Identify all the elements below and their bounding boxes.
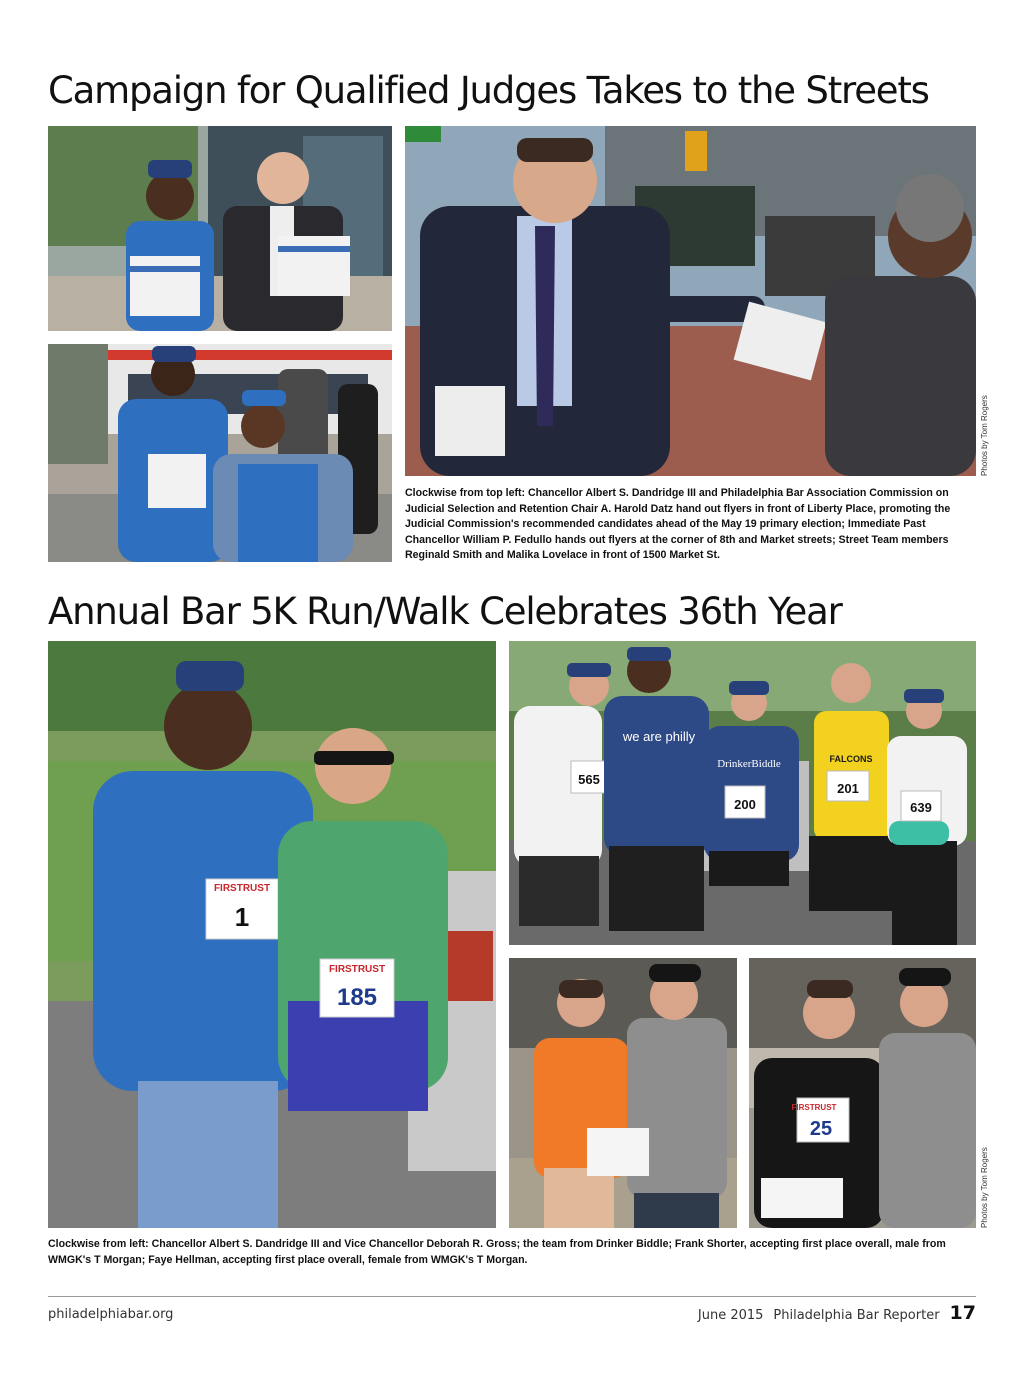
page-number: 17 — [949, 1302, 976, 1324]
photo-drinker-biddle-team — [509, 641, 976, 945]
photo-dandridge-datz — [48, 126, 392, 331]
photo-credit-section1: Photos by Tom Rogers — [980, 395, 989, 476]
bib-number-201: 201 — [837, 781, 859, 796]
footer-publication: Philadelphia Bar Reporter — [773, 1308, 940, 1323]
photo-dandridge-gross — [48, 641, 496, 1228]
shirt-drinker-biddle: DrinkerBiddle — [717, 758, 781, 770]
footer-rule — [48, 1296, 976, 1297]
bib-number-1: 1 — [234, 902, 250, 932]
photo-fedullo-market — [405, 126, 976, 476]
bib-sponsor-1: FIRSTRUST — [213, 883, 271, 894]
bib-number-639: 639 — [910, 800, 932, 815]
photo-credit-section2: Photos by Tom Rogers — [980, 1147, 989, 1228]
photo-street-team — [48, 344, 392, 562]
photo-frank-shorter — [749, 958, 976, 1228]
bib-sponsor-25: FIRSTRUST — [791, 1103, 837, 1112]
bib-number-185: 185 — [336, 984, 378, 1011]
bib-number-200: 200 — [734, 797, 756, 812]
shirt-falcons: FALCONS — [829, 754, 873, 764]
footer-info — [698, 1302, 976, 1324]
shirt-we-are-philly: we are philly — [622, 729, 696, 744]
caption-5k-run: Clockwise from left: Chancellor Albert S. Dandridge III and Vice Chancellor Deborah R. Gross; the team from Drinker Biddle; Frank Shorter, accepting first place overall, male from WMGK's T Morgan; Faye Hellman, accepting first place overall, female from WMGK's T Morgan. — [48, 1238, 946, 1266]
bib-number-565: 565 — [578, 772, 600, 787]
footer-issue: June 2015 — [697, 1308, 764, 1323]
footer-website: philadelphiabar.org — [48, 1307, 174, 1322]
caption-campaign: Clockwise from top left: Chancellor Albert S. Dandridge III and Philadelphia Bar Association Commission on Judicial Selection and Retention Chair A. Harold Datz hand out flyers in front of Liberty Place, promoting the Judicial Commission's recommended candidates ahead of the May 19 primary election; Immediate Past Chancellor William P. Fedullo hands out flyers at the corner of 8th and Market streets; Street Team members Reginald Smith and Malika Lovelace in front of 1500 Market St. — [405, 487, 951, 561]
headline-campaign: Campaign for Qualified Judges Takes to the Streets — [48, 69, 929, 112]
headline-5k-run: Annual Bar 5K Run/Walk Celebrates 36th Year — [48, 590, 842, 633]
photo-faye-hellman — [509, 958, 737, 1228]
bib-number-25: 25 — [809, 1118, 833, 1140]
bib-sponsor-185: FIRSTRUST — [328, 964, 386, 975]
